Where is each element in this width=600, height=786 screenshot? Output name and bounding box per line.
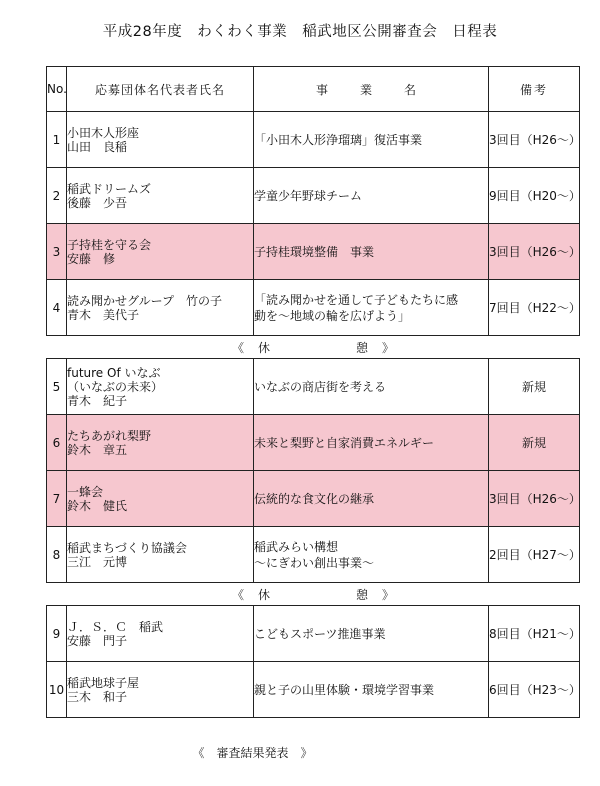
- row-note: 6回目（H23～）: [489, 662, 580, 718]
- row-org: [67, 527, 254, 583]
- row-note: 3回目（H26～）: [489, 112, 580, 168]
- table-row: [47, 168, 580, 224]
- page-title: 平成28年度 わくわく事業 稲武地区公開審査会 日程表: [102, 24, 498, 40]
- project-line: 未来と梨野と自家消費エネルギー: [254, 435, 435, 450]
- row-note: 9回目（H20～）: [489, 168, 580, 224]
- row-no: 6: [47, 415, 67, 471]
- break-close: 》: [382, 587, 395, 602]
- org-name: 稲武まちづくり協議会: [67, 540, 187, 555]
- row-no: 1: [47, 112, 67, 168]
- row-no: 3: [47, 224, 67, 280]
- header-project: 事 業 名: [254, 67, 489, 112]
- row-org: [67, 359, 254, 415]
- row-no: 8: [47, 527, 67, 583]
- header-org: 応募団体名代表者氏名: [67, 67, 254, 112]
- org-name: 稲武ドリームズ: [67, 181, 152, 196]
- row-no: 9: [47, 606, 67, 662]
- row-note: 7回目（H22～）: [489, 280, 580, 336]
- row-org: [67, 662, 254, 718]
- results-announcement: [46, 744, 579, 761]
- org-name: 小田木人形座: [67, 125, 140, 140]
- row-note: 3回目（H26～）: [489, 224, 580, 280]
- row-org: [67, 415, 254, 471]
- org-name: 一蜂会: [67, 484, 104, 499]
- header-no: No.: [47, 67, 67, 112]
- row-project: [254, 471, 489, 527]
- project-line: 動を～地域の輪を広げよう」: [254, 308, 411, 323]
- project-line: 学童少年野球チーム: [254, 188, 363, 203]
- table-row: [47, 527, 580, 583]
- row-project: [254, 662, 489, 718]
- project-line: 稲武みらい構想: [254, 539, 339, 554]
- row-no: 4: [47, 280, 67, 336]
- break-row: [47, 336, 580, 359]
- row-org: [67, 224, 254, 280]
- break-cell: [47, 336, 580, 359]
- org-rep: 山田 良稲: [67, 139, 128, 154]
- project-line: いなぶの商店街を考える: [254, 379, 387, 394]
- table-row-highlighted: [47, 415, 580, 471]
- row-no: 5: [47, 359, 67, 415]
- org-rep: 三木 和子: [67, 689, 128, 704]
- break-row: [47, 583, 580, 606]
- project-line: 「小田木人形浄瑠璃」復活事業: [254, 132, 423, 147]
- row-project: [254, 224, 489, 280]
- row-note: 3回目（H26～）: [489, 471, 580, 527]
- row-org: [67, 606, 254, 662]
- org-rep: 鈴木 章五: [67, 442, 128, 457]
- row-project: [254, 606, 489, 662]
- org-rep: 安藤 門子: [67, 633, 128, 648]
- row-note: 新規: [489, 415, 580, 471]
- break-label: [232, 586, 394, 603]
- row-no: 10: [47, 662, 67, 718]
- row-no: 7: [47, 471, 67, 527]
- org-name-sub: （いなぶの未来）: [67, 379, 164, 394]
- row-org: [67, 168, 254, 224]
- org-name: 子持桂を守る会: [67, 237, 152, 252]
- project-line: 子持桂環境整備 事業: [254, 244, 375, 259]
- break-char: 憩: [356, 340, 369, 355]
- row-org: [67, 280, 254, 336]
- row-note: 8回目（H21～）: [489, 606, 580, 662]
- header-note: 備考: [489, 67, 580, 112]
- org-rep: 鈴木 健氏: [67, 498, 128, 513]
- org-rep: 青木 美代子: [67, 307, 140, 322]
- break-cell: [47, 583, 580, 606]
- org-name: 稲武地球子屋: [67, 675, 140, 690]
- table-row-highlighted: [47, 224, 580, 280]
- row-project: [254, 415, 489, 471]
- table-row: [47, 280, 580, 336]
- project-line: 親と子の山里体験・環境学習事業: [254, 682, 435, 697]
- org-name: future Of いなぶ: [67, 365, 161, 380]
- table-row: [47, 359, 580, 415]
- break-close: 》: [382, 340, 395, 355]
- row-project: [254, 527, 489, 583]
- table-row: [47, 662, 580, 718]
- row-org: [67, 112, 254, 168]
- org-rep: 安藤 修: [67, 251, 116, 266]
- row-project: [254, 168, 489, 224]
- org-rep: 後藤 少吾: [67, 195, 128, 210]
- project-line: ～にぎわい創出事業～: [254, 555, 375, 570]
- row-note: 2回目（H27～）: [489, 527, 580, 583]
- break-open: 《: [231, 340, 244, 355]
- project-line: 「読み聞かせを通して子どもたちに感: [254, 292, 459, 307]
- project-line: こどもスポーツ推進事業: [254, 626, 386, 641]
- org-rep: 三江 元博: [67, 554, 128, 569]
- break-char: 憩: [356, 587, 369, 602]
- row-project: [254, 359, 489, 415]
- org-name: たちあがれ梨野: [67, 428, 152, 443]
- table-row-highlighted: [47, 471, 580, 527]
- break-char: 休: [257, 340, 270, 355]
- org-name: 読み聞かせグループ 竹の子: [67, 293, 223, 308]
- break-open: 《: [231, 587, 244, 602]
- row-project: [254, 112, 489, 168]
- results-announcement-label: 《 審査結果発表 》: [192, 746, 313, 760]
- project-line: 伝統的な食文化の継承: [254, 491, 375, 506]
- table-row: [47, 112, 580, 168]
- break-char: 休: [257, 587, 270, 602]
- org-name: Ｊ．Ｓ．Ｃ 稲武: [67, 619, 164, 634]
- header-row: [47, 67, 580, 112]
- row-org: [67, 471, 254, 527]
- table-row: [47, 606, 580, 662]
- row-project: [254, 280, 489, 336]
- row-note: 新規: [489, 359, 580, 415]
- row-no: 2: [47, 168, 67, 224]
- org-rep: 青木 紀子: [67, 393, 128, 408]
- schedule-table: [46, 66, 580, 718]
- break-label: [232, 339, 394, 356]
